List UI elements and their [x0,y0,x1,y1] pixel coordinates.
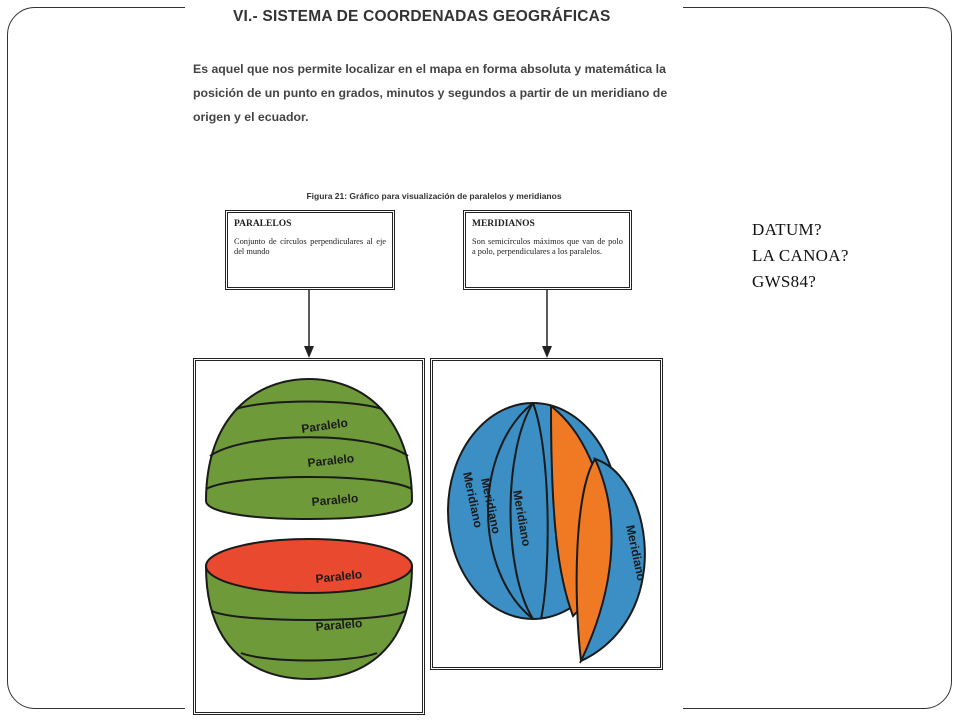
side-note-la-canoa: LA CANOA? [752,246,849,265]
figure-caption: Figura 21: Gráfico para visualización de paralelos y meridianos [306,191,562,201]
meridian-label-1: Meridiano [460,470,486,530]
document-paragraph: Es aquel que nos permite localizar en el mapa en forma absoluta y matemática la posición de un punto en grados, minutos y segundos a partir de un meridiano de origen y el ecuador. [193,62,668,124]
arrow-head-right [542,346,552,358]
parallel-label-1: Paralelo [300,415,349,436]
side-note-datum: DATUM? [752,220,822,239]
meridians-illustration [433,361,660,667]
document-image [185,0,683,720]
side-notes [752,217,849,295]
arrow-head-left [304,346,314,358]
equator-cut-face [206,539,412,593]
side-note-gws84: GWS84? [752,272,817,291]
meridianos-box-text: Son semicírculos máximos que van de polo a polo, perpendiculares a los paralelos. [472,237,623,256]
meridian-label-2: Meridiano [478,476,504,536]
parallel-label-5: Paralelo [315,615,363,634]
figure-arrows [185,288,683,363]
parallels-illustration [196,361,422,712]
parallel-label-2: Paralelo [306,451,355,470]
parallel-label-4: Paralelo [314,567,363,586]
paralelos-box-title: PARALELOS [234,219,292,229]
parallels-illustration-panel [193,358,425,715]
paralelos-definition-box [225,210,395,290]
parallel-label-3: Paralelo [311,490,359,509]
meridianos-definition-box [463,210,632,290]
paralelos-box-text: Conjunto de círculos perpendiculares al eje del mundo [234,237,386,256]
meridian-label-4: Meridiano [623,523,649,583]
meridians-illustration-panel [430,358,663,670]
meridian-label-3: Meridiano [510,489,534,548]
document-title: VI.- SISTEMA DE COORDENADAS GEOGRÁFICAS [233,8,611,25]
upper-hemisphere [206,379,412,519]
meridianos-box-title: MERIDIANOS [472,219,535,229]
